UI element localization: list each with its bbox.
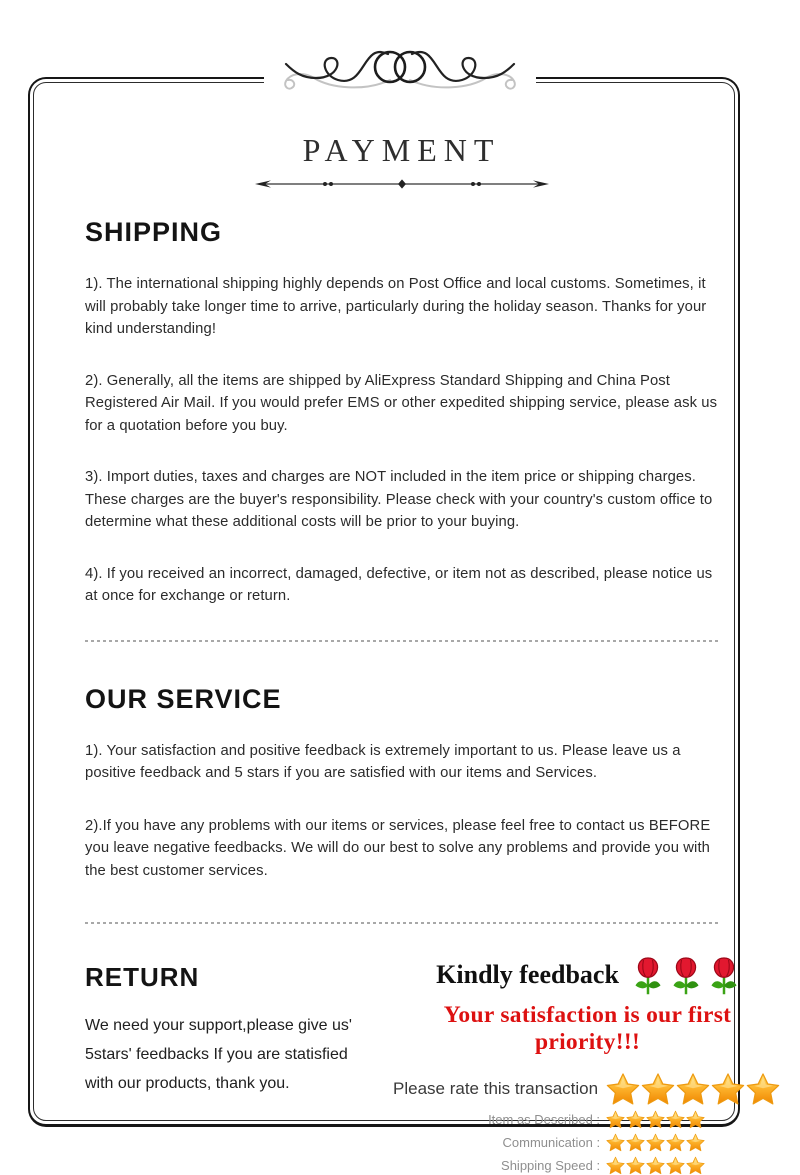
star-icon xyxy=(641,1072,675,1106)
star-icon xyxy=(606,1156,625,1175)
rate-transaction-row xyxy=(393,1072,782,1106)
our-service-heading: OUR SERVICE xyxy=(85,683,282,714)
shipping-paragraph-2: 2). Generally, all the items are shipped by AliExpress Standard Shipping and China Post Registered Air Mail. If you would prefer EMS or other expedited shipping service, please ask us for a quotation before you buy. xyxy=(85,372,718,434)
rose-icons-group xyxy=(633,956,739,1000)
service-paragraph-1: 1). Your satisfaction and positive feedback is extremely important to us. Please leave us a positive feedback and 5 stars if you are satisfied with our items and Services. xyxy=(85,742,681,781)
star-icon xyxy=(676,1072,710,1106)
return-text: We need your support,please give us' 5stars' feedbacks If you are statisfied with our products, thank you. xyxy=(85,1017,352,1092)
dashed-divider xyxy=(85,640,718,642)
star-icon xyxy=(666,1133,685,1152)
return-section xyxy=(85,954,393,1175)
star-icon xyxy=(686,1133,705,1152)
star-icon xyxy=(646,1156,665,1175)
star-icon xyxy=(646,1110,665,1129)
shipping-speed-label: Shipping Speed : xyxy=(501,1158,601,1173)
star-icon xyxy=(606,1110,625,1129)
item-described-label: Item as Described : xyxy=(488,1112,601,1127)
star-icon xyxy=(606,1133,625,1152)
star-icon xyxy=(711,1072,745,1106)
star-icon xyxy=(746,1072,780,1106)
return-heading: RETURN xyxy=(85,962,200,992)
star-icon xyxy=(686,1110,705,1129)
rating-row-shipping-speed xyxy=(393,1156,782,1175)
communication-label: Communication : xyxy=(502,1135,601,1150)
kindly-feedback-title: Kindly feedback xyxy=(436,960,619,989)
star-icon xyxy=(646,1133,665,1152)
feedback-section xyxy=(393,954,782,1175)
diamond-line-divider-icon xyxy=(254,177,550,191)
rating-row-communication xyxy=(393,1133,782,1152)
shipping-paragraph-1: 1). The international shipping highly depends on Post Office and local customs. Sometimes, it will probably take longer time to arrive, particularly during the holiday season. Thanks for your kind understanding! xyxy=(85,276,707,337)
dashed-divider xyxy=(85,922,718,924)
priority-slogan: Your satisfaction is our first priority!!! xyxy=(443,1002,732,1055)
transaction-star-rating[interactable] xyxy=(606,1072,782,1106)
payment-title: PAYMENT xyxy=(302,132,501,168)
star-icon xyxy=(626,1110,645,1129)
shipping-paragraph-3: 3). Import duties, taxes and charges are NOT included in the item price or shipping charges. These charges are the buyer's responsibility. Please check with your country's custom office to determine what these additional costs will be prior to your buying. xyxy=(85,469,713,530)
star-icon xyxy=(626,1156,645,1175)
rate-transaction-label: Please rate this transaction xyxy=(393,1079,599,1098)
shipping-heading: SHIPPING xyxy=(85,217,223,247)
item-described-star-rating[interactable] xyxy=(606,1110,782,1129)
rose-icon xyxy=(633,956,663,1000)
shipping-speed-star-rating[interactable] xyxy=(606,1156,782,1175)
shipping-paragraph-4: 4). If you received an incorrect, damaged, defective, or item not as described, please notice us at once for exchange or return. xyxy=(85,565,713,604)
rose-icon xyxy=(709,956,739,1000)
service-paragraph-2: 2).If you have any problems with our items or services, please feel free to contact us BEFORE you leave negative feedbacks. We will do our best to solve any problems and provide you with the best customer services. xyxy=(85,817,711,879)
communication-star-rating[interactable] xyxy=(606,1133,782,1152)
star-icon xyxy=(686,1156,705,1175)
rose-icon xyxy=(671,956,701,1000)
star-icon xyxy=(666,1156,685,1175)
star-icon xyxy=(626,1133,645,1152)
star-icon xyxy=(606,1072,640,1106)
rating-row-item-described xyxy=(393,1110,782,1129)
star-icon xyxy=(666,1110,685,1129)
